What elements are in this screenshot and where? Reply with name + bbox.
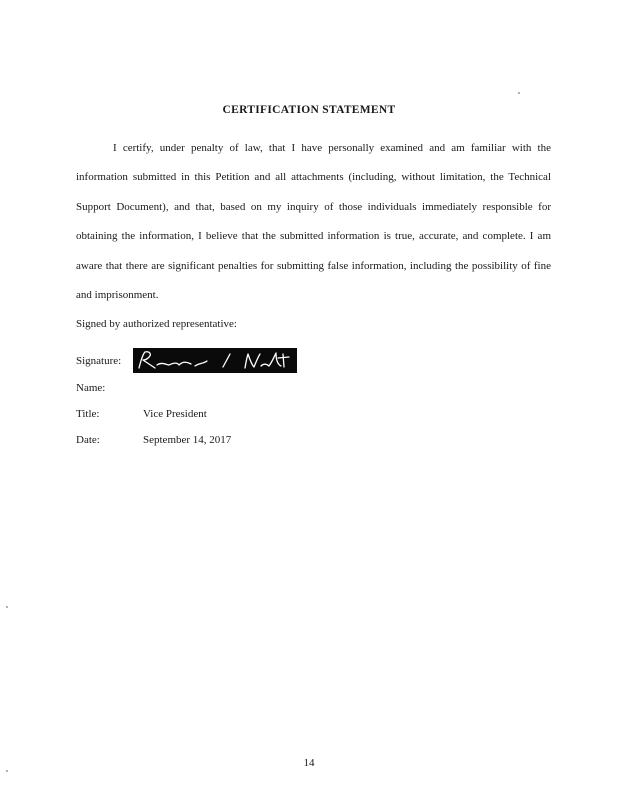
name-label: Name: xyxy=(76,382,106,394)
scan-speck xyxy=(518,92,520,94)
signature-image xyxy=(133,348,297,373)
certification-paragraph: I certify, under penalty of law, that I have personally examined and am familiar with the information submitted in this Petition and all attachments (including, without limitation, the Technical Support Document), and that, based on my inquiry of those individuals immediately responsible for obtaining the information, I believe that the submitted information is true, accurate, and complete. I am aware that there are significant penalties for submitting false information, including the possibility of fine and imprisonment. xyxy=(76,142,551,302)
scan-speck xyxy=(6,770,8,772)
title-label: Title: xyxy=(76,408,100,420)
signature-label: Signature: xyxy=(76,355,122,367)
document-title: CERTIFICATION STATEMENT xyxy=(222,104,396,116)
date-label: Date: xyxy=(76,434,100,446)
title-value: Vice President xyxy=(143,408,207,420)
signed-by-line: Signed by authorized representative: xyxy=(76,318,237,330)
page-number: 14 xyxy=(303,757,315,769)
date-value: September 14, 2017 xyxy=(143,434,232,446)
signature-drawing xyxy=(133,348,297,373)
scan-speck xyxy=(6,606,8,608)
